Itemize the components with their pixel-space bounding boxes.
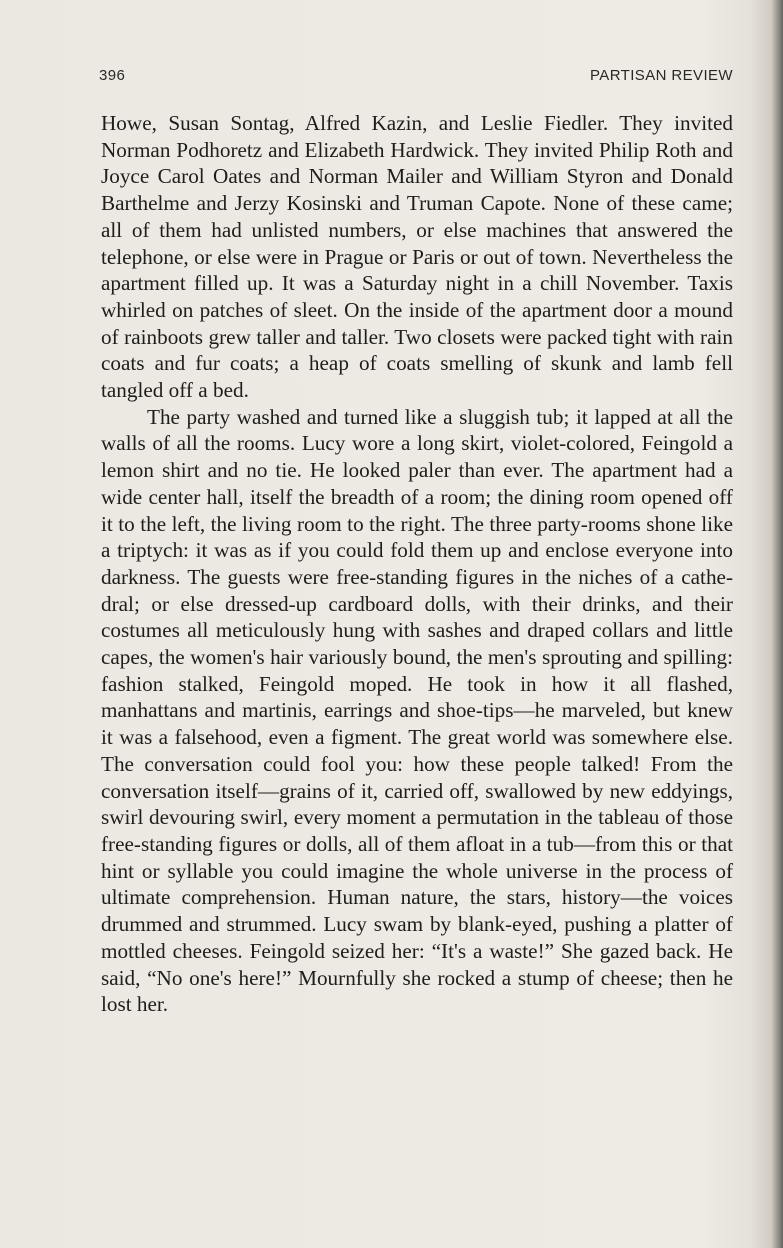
running-head (99, 67, 733, 87)
paragraph-2: The party washed and turned like a sluggish tub; it lapped at all the walls of all the rooms. Lucy wore a long skirt, violet-colored, Feingold a lemon shirt and no tie. He looked paler than ever. The apartment had a wide center hall, itself the breadth of a room; the dining room opened off it to the left, the living room to the right. The three party-rooms shone like a triptych: it was as if you could fold them up and enclose everyone into darkness. The guests were free-standing figures in the niches of a cathedral; or else dressed-up cardboard dolls, with their drinks, and their costumes all meticulously hung with sashes and draped collars and little capes, the women's hair variously bound, the men's sprouting and spilling: fashion stalked, Feingold moped. He took in how it all flashed, manhattans and martinis, earrings and shoe-tips—he marveled, but knew it was a falsehood, even a figment. The great world was somewhere else. The conversation could fool you: how these people talked! From the conversation itself—grains of it, carried off, swallowed by new eddyings, swirl devouring swirl, every moment a permutation in the tableau of those free-standing figures or dolls, all of them afloat in a tub—from this or that hint or syllable you could imagine the whole universe in the process of ultimate comprehension. Human nature, the stars, history—the voices drummed and strummed. Lucy swam by blank-eyed, pushing a platter of mottled cheeses. Feingold seized her: “It's a waste!” She gazed back. He said, “No one's here!” Mournfully she rocked a stump of cheese; then he lost her. (101, 404, 733, 1017)
page-number: 396 (99, 67, 126, 84)
page-edge-shadow (771, 0, 783, 1248)
body-text (101, 110, 733, 1018)
journal-title: PARTISAN REVIEW (590, 67, 733, 84)
paragraph-1: Howe, Susan Sontag, Alfred Kazin, and Leslie Fiedler. They invited Norman Podhoretz and Elizabeth Hardwick. They invited Philip Roth and Joyce Carol Oates and Norman Mailer and William Styron and Donald Barthelme and Jerzy Kosinski and Truman Capote. None of these came; all of them had unlisted numbers, or else machines that answered the telephone, or else were in Prague or Paris or out of town. Nevertheless the apartment filled up. It was a Saturday night in a chill November. Taxis whirled on patches of sleet. On the inside of the apartment door a mound of rainboots grew taller and taller. Two closets were packed tight with rain coats and fur coats; a heap of coats smelling of skunk and lamb fell tangled off a bed. (101, 111, 733, 403)
